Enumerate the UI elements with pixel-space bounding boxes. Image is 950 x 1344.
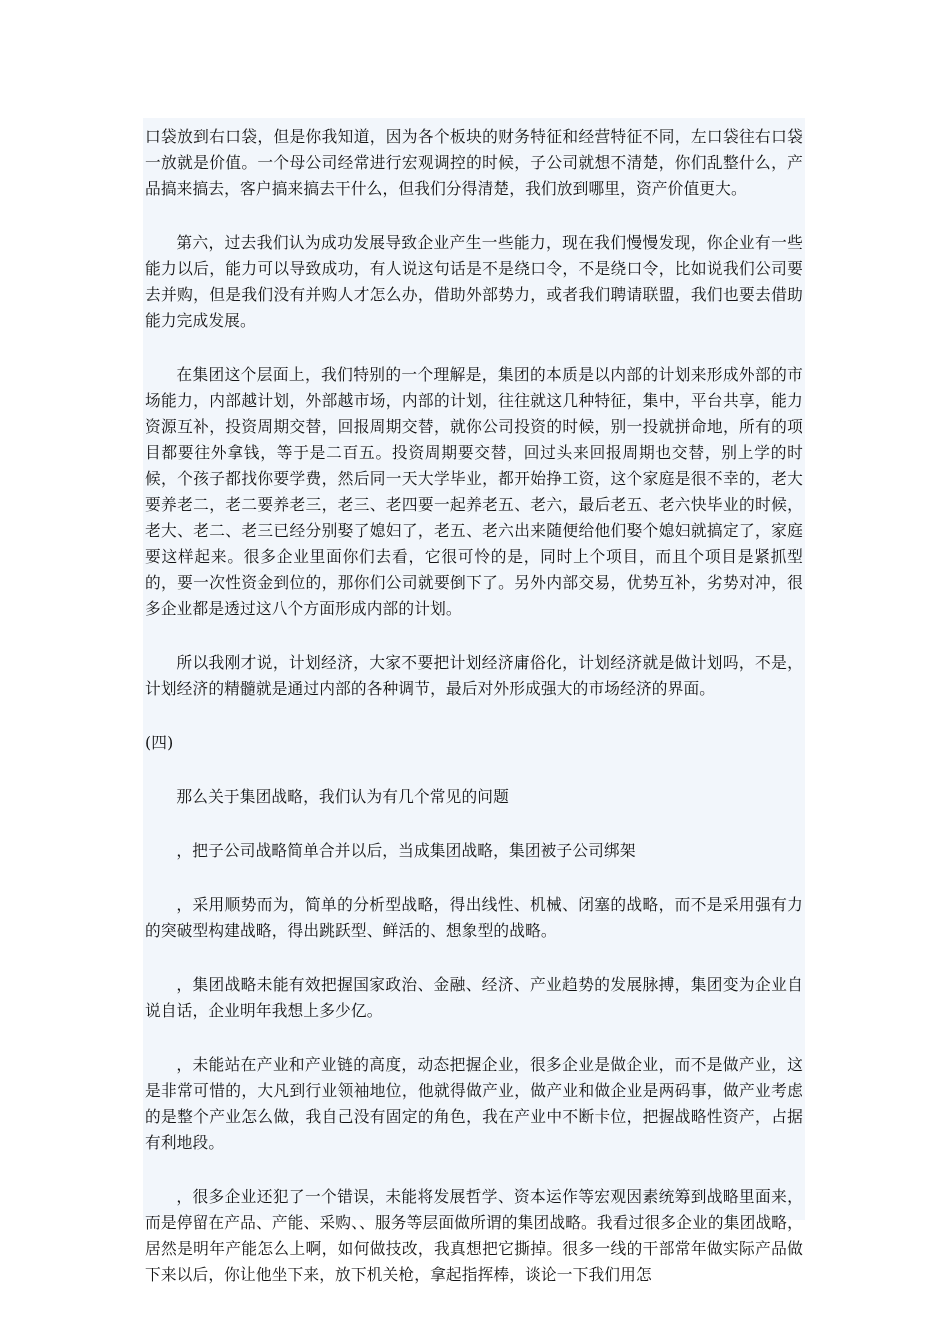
paragraph-5: 那么关于集团战略，我们认为有几个常见的问题 bbox=[176, 787, 509, 806]
paragraph-9: ，未能站在产业和产业链的高度，动态把握企业，很多企业是做企业，而不是做产业，这是非常可惜的，大凡到行业领袖地位，他就得做产业，做产业和做企业是两码事，做产业考虑的是整个产业怎么做，我自己没有固定的角色，我在产业中不断卡位，把握战略性资产，占据有利地段。 bbox=[145, 1055, 803, 1152]
paragraph-1: 口袋放到右口袋，但是你我知道，因为各个板块的财务特征和经营特征不同，左口袋往右口袋一放就是价值。一个母公司经常进行宏观调控的时候，子公司就想不清楚，你们乱整什么，产品搞来搞去，客户搞来搞去干什么，但我们分得清楚，我们放到哪里，资产价值更大。 bbox=[145, 127, 803, 198]
paragraph-8: ，集团战略未能有效把握国家政治、金融、经济、产业趋势的发展脉搏，集团变为企业自说自话，企业明年我想上多少亿。 bbox=[145, 975, 803, 1020]
paragraph-4: 所以我刚才说，计划经济，大家不要把计划经济庸俗化，计划经济就是做计划吗，不是，计划经济的精髓就是通过内部的各种调节，最后对外形成强大的市场经济的界面。 bbox=[145, 653, 803, 698]
paragraph-2: 第六，过去我们认为成功发展导致企业产生一些能力，现在我们慢慢发现，你企业有一些能力以后，能力可以导致成功，有人说这句话是不是绕口令，不是绕口令，比如说我们公司要去并购，但是我们没有并购人才怎么办，借助外部势力，或者我们聘请联盟，我们也要去借助能力完成发展。 bbox=[145, 233, 803, 330]
document-body bbox=[145, 124, 803, 1316]
paragraph-6: ，把子公司战略简单合并以后，当成集团战略，集团被子公司绑架 bbox=[176, 841, 636, 860]
paragraph-7: ，采用顺势而为，简单的分析型战略，得出线性、机械、闭塞的战略，而不是采用强有力的突破型构建战略，得出跳跃型、鲜活的、想象型的战略。 bbox=[145, 895, 803, 940]
paragraph-10: ，很多企业还犯了一个错误，未能将发展哲学、资本运作等宏观因素统筹到战略里面来，而是停留在产品、产能、采购、、服务等层面做所谓的集团战略。我看过很多企业的集团战略，居然是明年产能怎么上啊，如何做技改，我真想把它撕掉。很多一线的干部常年做实际产品做下来以后，你让他坐下来，放下机关枪，拿起指挥棒，谈论一下我们用怎 bbox=[145, 1187, 803, 1284]
section-heading: (四) bbox=[145, 733, 174, 752]
paragraph-3: 在集团这个层面上，我们特别的一个理解是，集团的本质是以内部的计划来形成外部的市场能力，内部越计划，外部越市场，内部的计划，往往就这几种特征，集中，平台共享，能力资源互补，投资周期交替，回报周期交替，就你公司投资的时候，别一投就拼命地，所有的项目都要往外拿钱，等于是二百五。投资周期要交替，回过头来回报周期也交替，别上学的时候，个孩子都找你要学费，然后同一天大学毕业，都开始挣工资，这个家庭是很不幸的，老大要养老二，老二要养老三，老三、老四要一起养老五、老六，最后老五、老六快毕业的时候，老大、老二、老三已经分别娶了媳妇了，老五、老六出来随便给他们娶个媳妇就搞定了，家庭要这样起来。很多企业里面你们去看，它很可怜的是，同时上个项目，而且个项目是紧抓型的，要一次性资金到位的，那你们公司就要倒下了。另外内部交易，优势互补，劣势对冲，很多企业都是透过这八个方面形成内部的计划。 bbox=[145, 365, 803, 618]
